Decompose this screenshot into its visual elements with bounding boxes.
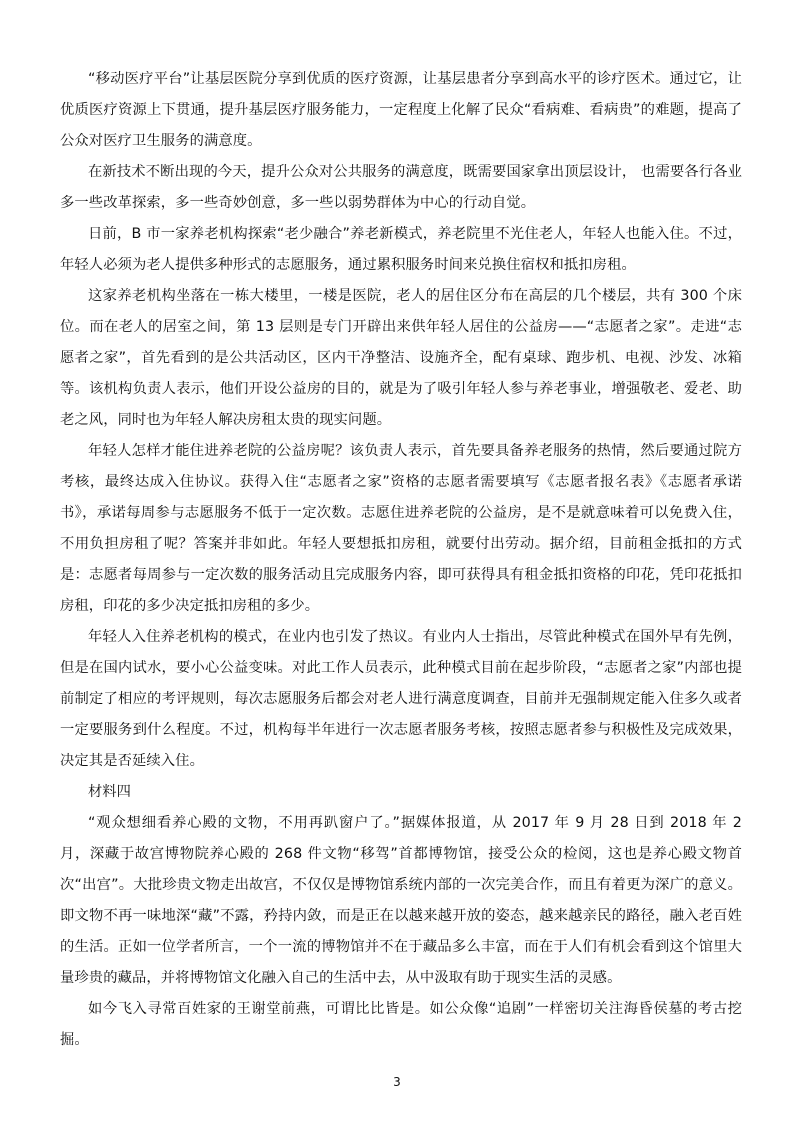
paragraph: “观众想细看养心殿的文物，不用再趴窗户了。”据媒体报道，从 2017 年 9 月 28 日到 2018 年 2 月，深藏于故宫博物院养心殿的 268 件文物“移驾”首都博物馆，接受公众的检阅，这也是养心殿文物首次“出宫”。大批珍贵文物走出故宫，不仅仅是博物馆系统内部的一次完美合作，而且有着更为深广的意义。即文物不再一味地深“藏”不露，矜持内敛，而是正在以越来越开放的姿态，越来越亲民的路径，融入老百姓的生活。正如一位学者所言，一个一流的博物馆并不在于藏品多么丰富，而在于人们有机会看到这个馆里大量珍贵的藏品，并将博物馆文化融入自己的生活中去，从中汲取有助于现实生活的灵感。 <box>60 815 742 986</box>
paragraph: 日前，B 市一家养老机构探索“老少融合”养老新模式，养老院里不光住老人，年轻人也能入住。不过，年轻人必须为老人提供多种形式的志愿服务，通过累积服务时间来兑换住宿权和抵扣房租。 <box>60 226 742 273</box>
section-heading: 材料四 <box>88 784 131 800</box>
paragraph: 在新技术不断出现的今天，提升公众对公共服务的满意度，既需要国家拿出顶层设计， 也需要各行各业多一些改革探索，多一些奇妙创意，多一些以弱势群体为中心的行动自觉。 <box>60 164 742 211</box>
paragraph: “移动医疗平台”让基层医院分享到优质的医疗资源，让基层患者分享到高水平的诊疗医术。通过它，让优质医疗资源上下贯通，提升基层医疗服务能力，一定程度上化解了民众“看病难、看病贵”的难题，提高了公众对医疗卫生服务的满意度。 <box>60 71 742 149</box>
paragraph: 年轻人怎样才能住进养老院的公益房呢？该负责人表示，首先要具备养老服务的热情，然后要通过院方考核，最终达成入住协议。获得入住“志愿者之家”资格的志愿者需要填写《志愿者报名表》《志愿者承诺书》，承诺每周参与志愿服务不低于一定次数。志愿住进养老院的公益房，是不是就意味着可以免费入住，不用负担房租了呢？答案并非如此。年轻人要想抵扣房租，就要付出劳动。据介绍，目前租金抵扣的方式是：志愿者每周参与一定次数的服务活动且完成服务内容，即可获得具有租金抵扣资格的印花，凭印花抵扣房租，印花的多少决定抵扣房租的多少。 <box>60 443 742 614</box>
paragraph: 如今飞入寻常百姓家的王谢堂前燕，可谓比比皆是。如公众像“追剧”一样密切关注海昏侯墓的考古挖掘。 <box>60 1001 742 1048</box>
paragraph: 年轻人入住养老机构的模式，在业内也引发了热议。有业内人士指出，尽管此种模式在国外早有先例，但是在国内试水，要小心公益变味。对此工作人员表示，此种模式目前在起步阶段，“志愿者之家”内部也提前制定了相应的考评规则，每次志愿服务后都会对老人进行满意度调查，目前并无强制规定能入住多久或者一定要服务到什么程度。不过，机构每半年进行一次志愿者服务考核，按照志愿者参与积极性及完成效果，决定其是否延续入住。 <box>60 629 742 769</box>
paragraph: 这家养老机构坐落在一栋大楼里，一楼是医院，老人的居住区分布在高层的几个楼层，共有 300 个床位。而在老人的居室之间，第 13 层则是专门开辟出来供年轻人居住的公益房——“志愿者之家”。走进“志愿者之家”，首先看到的是公共活动区，区内干净整洁、设施齐全，配有桌球、跑步机、电视、沙发、冰箱等。该机构负责人表示，他们开设公益房的目的，就是为了吸引年轻人参与养老事业，增强敬老、爱老、助老之风，同时也为年轻人解决房租太贵的现实问题。 <box>60 288 742 428</box>
page-number: 3 <box>393 1075 401 1089</box>
document-page <box>60 64 742 1056</box>
